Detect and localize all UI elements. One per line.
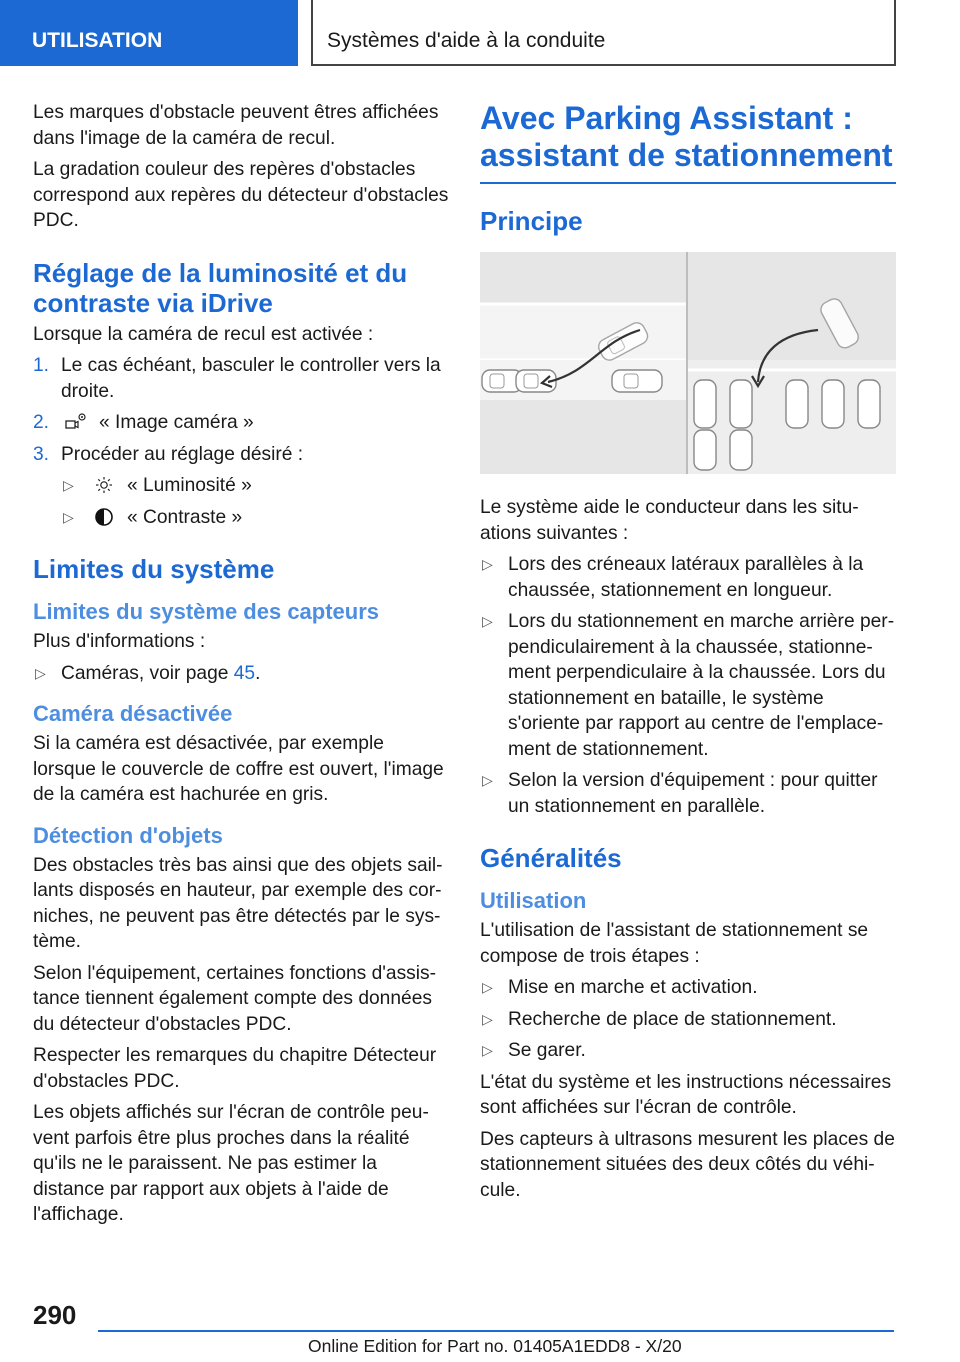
paragraph: Les objets affichés sur l'écran de contrôle peuvent parfois être plus proches dans la réalité qu'ils ne le paraissent. Ne pas estimer la distance par rapport aux objets à l'aide de l'affichage. bbox=[33, 1102, 429, 1225]
usage-step-text: Se garer. bbox=[508, 1040, 586, 1061]
step-text: Procéder au réglage désiré : bbox=[61, 443, 304, 465]
paragraph: Si la caméra est désactivée, par exemple lorsque le couvercle de coffre est ouvert, l'image de la caméra est hachurée en gris. bbox=[33, 733, 444, 805]
step-text: « Image caméra » bbox=[99, 412, 254, 433]
steps-list bbox=[33, 353, 451, 467]
triangle-bullet-icon: ▷ bbox=[482, 772, 493, 788]
paragraph: Plus d'informations : bbox=[33, 631, 206, 652]
page-number: 290 bbox=[33, 1300, 77, 1330]
step-number: 2. bbox=[33, 412, 50, 433]
page-link[interactable]: 45 bbox=[233, 662, 256, 684]
paragraph: L'état du système et les instructions nécessaires sont affichées sur l'écran de contrôle. bbox=[480, 1071, 892, 1118]
triangle-bullet-icon: ▷ bbox=[482, 979, 493, 995]
heading-camera-disabled: Caméra désactivée bbox=[33, 701, 233, 726]
list-item bbox=[480, 552, 896, 603]
parallel-lane bbox=[480, 304, 686, 360]
step-number: 3. bbox=[33, 443, 50, 465]
option-text: « Luminosité » bbox=[127, 475, 252, 496]
triangle-bullet-icon: ▷ bbox=[482, 613, 493, 629]
heading-sensor-limits: Limites du système des capteurs bbox=[33, 599, 380, 624]
contrast-icon bbox=[93, 507, 115, 527]
adjust-options-list bbox=[61, 473, 451, 530]
situation-text: Lors du stationnement en marche arrière perpendiculairement à la chaussée, stationnement perpendiculaire à la chaussée. Lors du stationnement en bataille, le système s'oriente par rapport au centre de l'emplacement de stationnement. bbox=[508, 611, 895, 760]
right-column bbox=[480, 100, 896, 1209]
parking-illustration bbox=[480, 252, 896, 474]
step-text: Le cas échéant, basculer le controller vers la droite. bbox=[61, 355, 441, 402]
edition-text: Online Edition for Part no. 01405A1EDD8 - X/20 bbox=[308, 1336, 682, 1356]
list-item bbox=[480, 975, 896, 1001]
triangle-bullet-icon: ▷ bbox=[482, 1010, 493, 1027]
paragraph: Le système aide le conducteur dans les situations suivantes : bbox=[480, 497, 859, 544]
list-item bbox=[61, 473, 451, 499]
chapter-title: Systèmes d'aide à la conduite bbox=[311, 0, 896, 66]
heading-brightness: Réglage de la luminosité et du contraste via iDrive bbox=[33, 257, 408, 318]
footer-divider bbox=[98, 1330, 894, 1332]
list-item bbox=[480, 1007, 896, 1033]
paragraph: L'utilisation de l'assistant de stationnement se compose de trois étapes : bbox=[480, 920, 869, 967]
paragraph: Des obstacles très bas ainsi que des objets saillants disposés en hauteur, par exemple des corniches, ne peuvent pas être détectés par le système. bbox=[33, 854, 443, 952]
paragraph: Lorsque la caméra de recul est activée : bbox=[33, 323, 374, 345]
paragraph: Respecter les remarques du chapitre Détecteur d'obstacles PDC. bbox=[33, 1045, 437, 1092]
left-column bbox=[33, 100, 451, 1234]
heading-object-detection: Détection d'objets bbox=[33, 822, 223, 848]
option-text: « Contraste » bbox=[127, 506, 243, 528]
usage-step-text: Recherche de place de stationnement. bbox=[508, 1008, 837, 1030]
usage-step-text: Mise en marche et activation. bbox=[508, 977, 758, 998]
list-item bbox=[33, 353, 451, 404]
list-item bbox=[33, 661, 451, 687]
ref-text: Caméras, voir page bbox=[61, 662, 234, 684]
reference-list bbox=[33, 661, 451, 687]
heading-principle: Principe bbox=[480, 206, 583, 236]
camera-settings-icon bbox=[65, 412, 87, 432]
triangle-bullet-icon: ▷ bbox=[35, 664, 46, 681]
paragraph: La gradation couleur des repères d'obstacles correspond aux repères du détecteur d'obstacles PDC. bbox=[33, 159, 449, 231]
paragraph: Selon l'équipement, certaines fonctions d'assistance tiennent également compte des données du détecteur d'obstacles PDC. bbox=[33, 962, 437, 1035]
situation-text: Selon la version d'équipement : pour quitter un stationnement en parallèle. bbox=[508, 770, 878, 817]
triangle-bullet-icon: ▷ bbox=[482, 556, 493, 572]
heading-general: Généralités bbox=[480, 843, 622, 873]
triangle-bullet-icon: ▷ bbox=[482, 1042, 493, 1058]
triangle-bullet-icon: ▷ bbox=[63, 508, 74, 525]
heading-parking-assistant: Avec Parking Assistant : assistant de stationnement bbox=[480, 100, 896, 184]
list-item bbox=[61, 505, 451, 531]
usage-steps-list bbox=[480, 975, 896, 1064]
list-item bbox=[33, 442, 451, 468]
brightness-icon bbox=[93, 475, 115, 495]
paragraph: Des capteurs à ultrasons mesurent les places de stationnement situées des deux côtés du véhicule. bbox=[480, 1128, 895, 1201]
section-tab: UTILISATION bbox=[0, 0, 298, 66]
situation-text: Lors des créneaux latéraux parallèles à la chaussée, stationnement en longueur. bbox=[508, 554, 864, 601]
heading-system-limits: Limites du système bbox=[33, 554, 275, 584]
step-number: 1. bbox=[33, 355, 50, 376]
situations-list bbox=[480, 552, 896, 819]
triangle-bullet-icon: ▷ bbox=[63, 477, 74, 493]
list-item bbox=[480, 1038, 896, 1064]
list-item bbox=[480, 768, 896, 819]
list-item bbox=[480, 609, 896, 762]
ref-end: . bbox=[255, 662, 261, 684]
list-item bbox=[33, 410, 451, 436]
page-header bbox=[0, 0, 960, 66]
heading-usage: Utilisation bbox=[480, 888, 587, 913]
paragraph: Les marques d'obstacle peuvent êtres affichées dans l'image de la caméra de recul. bbox=[33, 102, 439, 149]
